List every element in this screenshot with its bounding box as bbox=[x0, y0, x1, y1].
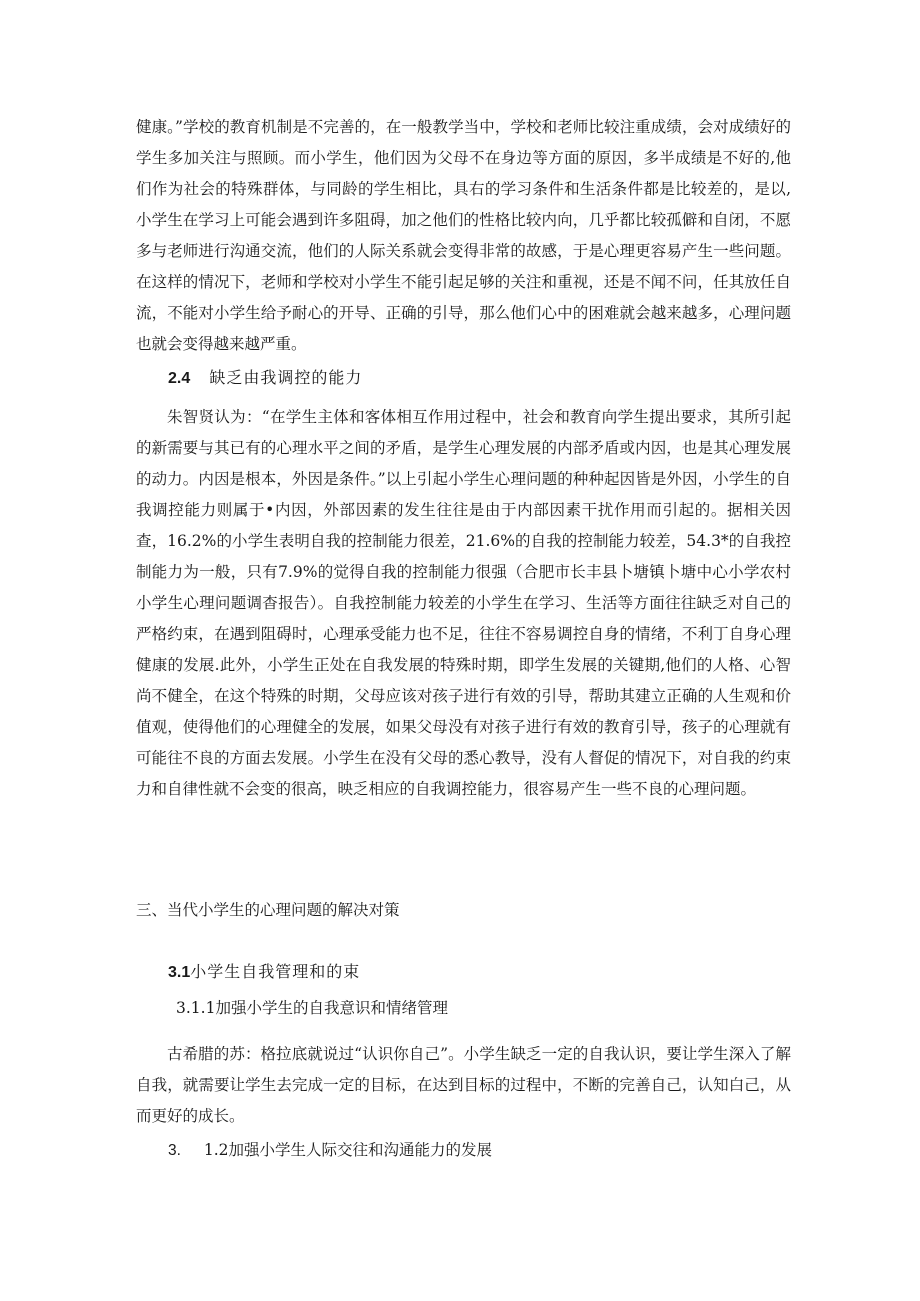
heading-2-4-title: 缺乏由我调控的能力 bbox=[209, 368, 363, 387]
heading-3-1-number: 3.1 bbox=[168, 964, 191, 981]
heading-3-1 bbox=[168, 960, 360, 985]
heading-2-4 bbox=[168, 366, 362, 391]
heading-3-1-1: 3.1.1加强小学生的自我意识和情绪管理 bbox=[176, 999, 448, 1017]
heading-3-1-2 bbox=[168, 1138, 492, 1163]
heading-3-1-2-prefix: 3. bbox=[168, 1142, 181, 1159]
heading-2-4-number: 2.4 bbox=[168, 370, 191, 387]
heading-3-1-title: 小学生自我管理和的束 bbox=[190, 962, 361, 981]
heading-3-1-2-title: 1.2加强小学生人际交往和沟通能力的发展 bbox=[203, 1141, 493, 1159]
paragraph-school-education: 健康。”学校的教育机制是不完善的，在一般教学当中，学校和老师比较注重成绩，会对成绩好的学生多加关注与照顾。而小学生，他们因为父母不在身边等方面的原因，多半成绩是不好的,他们作为社会的特殊群体，与同龄的学生相比，具右的学习条件和生活条件都是比较差的，是以,小学生在学习上可能会遇到许多阻碍，加之他们的性格比较内向，几乎都比较孤僻和自闭，不愿多与老师进行沟通交流，他们的人际关系就会变得非常的故感，于是心理更容易产生一些问题。在这样的情况下，老师和学校对小学生不能引起足够的关注和重视，还是不闻不问，任其放任自流，不能对小学生给予耐心的开导、正确的引导，那么他们心中的困难就会越来越多，心理问题也就会变得越来越严重。 bbox=[136, 118, 791, 353]
section-3-title: 三、当代小学生的心理问题的解决对策 bbox=[136, 901, 400, 919]
paragraph-self-control: 朱智贤认为：“在学生主体和客体相互作用过程中，社会和教育向学生提出要求，其所引起的新需要与其已有的心理水平之间的矛盾，是学生心理发展的内部矛盾或内因，也是其心理发展的动力。内因是根本，外因是条件。”以上引起小学生心理问题的种种起因皆是外因，小学生的自我调控能力则属于•内因，外部因素的发生往往是由于内部因素干扰作用而引起的。据相关因查，16.2%的小学生表明自我的控制能力很差，21.6%的自我的控制能力较差，54.3*的自我控制能力为一般，只有7.9%的觉得自我的控制能力很强（合肥市长丰县卜塘镇卜塘中心小学农村小学生心理问题调杳报告）。自我控制能力较差的小学生在学习、生活等方面往往缺乏对自己的严格约束，在遇到阻碍时，心理承受能力也不足，往往不容易调控自身的情绪，不利丁自身心理健康的发展.此外，小学生正处在自我发展的特殊时期，即学生发展的关键期,他们的人格、心智尚不健全，在这个特殊的时期，父母应该对孩子进行有效的引导，帮助其建立正确的人生观和价值观，使得他们的心理健全的发展，如果父母没有对孩子进行有效的教育引导，孩子的心理就有可能往不良的方面去发展。小学生在没有父母的悉心教导，没有人督促的情况下，对自我的约束力和自律性就不会变的很高，映乏相应的自我调控能力，很容易产生一些不良的心理问题。 bbox=[136, 408, 791, 798]
paragraph-know-yourself: 古希腊的苏：格拉底就说过“认识你自己”。小学生缺乏一定的自我认识，要让学生深入了解自我，就需要让学生去完成一定的目标，在达到目标的过程中，不断的完善自己，认知白己，从而更好的成长。 bbox=[136, 1045, 791, 1125]
